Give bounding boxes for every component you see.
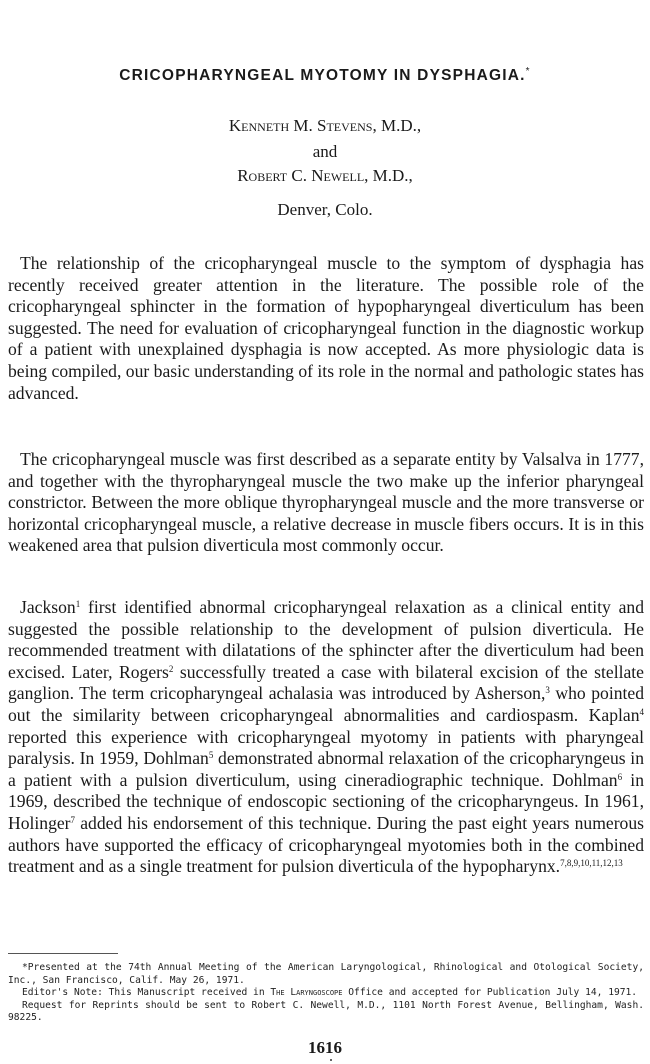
paragraph-3: [8, 597, 644, 878]
author-location: Denver, Colo.: [277, 200, 373, 219]
print-speck: [330, 1059, 332, 1061]
article-title-text: CRICOPHARYNGEAL MYOTOMY IN DYSPHAGIA.: [119, 67, 526, 85]
p3-text-6: demonstrated abnormal relaxation of the cricopharyngeus in a patient with a pulsion diverticulum, using cineradiographic technique. Dohlman: [8, 748, 644, 790]
p3-text-5: reported this experience with cricopharyngeal myotomy in patients with pharyngeal paralysis. In 1959, Dohlman: [8, 726, 644, 769]
paragraph-2: The cricopharyngeal muscle was first described as a separate entity by Valsalva in 1777, and together with the thyropharyngeal muscle the two make up the inferior pharyngeal constrictor. Between the more oblique thyropharyngeal muscle and the more transverse or horizontal cricopharyngeal muscle, a relative decrease in muscle fibers occurs. It is in this weakened area that pulsion diverticula most commonly occur.: [8, 449, 644, 556]
page-number: 1616: [308, 1038, 342, 1057]
author-2: Robert C. Newell, M.D.,: [237, 166, 413, 185]
footnote-editor: [8, 987, 644, 1000]
ref-4: 4: [639, 706, 644, 717]
ref-7: 7: [70, 814, 76, 825]
p3-text-2: first identified abnormal cricopharyngeal relaxation as a clinical entity and suggested the possible relationship to the development of pulsion diverticula. He recommended treatment with dilatations of the sphincter after the diverticulum had been excised. Later, Rogers: [8, 597, 644, 682]
footnote-reprints: Request for Reprints should be sent to Robert C. Newell, M.D., 1101 North Forest Avenue, Bellingham, Wash. 98225.: [8, 999, 644, 1024]
ref-6: 6: [617, 771, 623, 782]
author-conjunction: and: [312, 142, 338, 161]
p3-text-7: in 1969, described the technique of endoscopic sectioning of the cricopharyngeus. In 1961, Holinger: [8, 769, 644, 833]
p3-text-4: who pointed out the similarity between cricopharyngeal abnormalities and cardiospasm. Kaplan: [8, 683, 644, 725]
title-footnote-mark: *: [525, 66, 531, 77]
ref-2: 2: [168, 663, 174, 674]
footnote-journal-name: The Laryngoscope: [270, 987, 343, 999]
footnote-divider: [8, 953, 118, 954]
ref-3: 3: [545, 685, 550, 696]
p3-text-8: added his endorsement of this technique. During the past eight years numerous authors have supported the efficacy of cricopharyngeal myotomies both in the combined treatment and as a single treatment for pulsion diverticula of the hypopharynx.: [8, 812, 644, 877]
article-title: [0, 66, 650, 85]
ref-8: 7,8,9,10,11,12,13: [560, 858, 623, 869]
footnotes: [8, 962, 644, 1025]
author-1: Kenneth M. Stevens, M.D.,: [228, 116, 422, 135]
footnote-editor-text-2: Office and accepted for Publication July 14, 1971.: [342, 987, 638, 999]
ref-5: 5: [208, 750, 214, 761]
footnote-presented: *Presented at the 74th Annual Meeting of the American Laryngological, Rhinological and Otological Society, Inc., San Francisco, Calif. May 26, 1971.: [8, 962, 644, 986]
paragraph-1: The relationship of the cricopharyngeal muscle to the symptom of dysphagia has recently received greater attention in the literature. The possible role of the cricopharyngeal sphincter in the formation of hypopharyngeal diverticulum has been suggested. The need for evaluation of cricopharyngeal function in the diagnostic workup of a patient with unexplained dysphagia is now accepted. As more physiologic data is being compiled, our basic understanding of its role in the normal and pathologic states has advanced.: [8, 253, 644, 403]
ref-1: 1: [75, 599, 81, 609]
p3-text-3: successfully treated a case with bilateral excision of the stellate ganglion. The term cricopharyngeal achalasia was introduced by Asherson,: [8, 661, 644, 704]
footnote-editor-text-1: Editor's Note: This Manuscript received in: [22, 987, 271, 999]
p3-text-1: Jackson: [20, 597, 76, 617]
